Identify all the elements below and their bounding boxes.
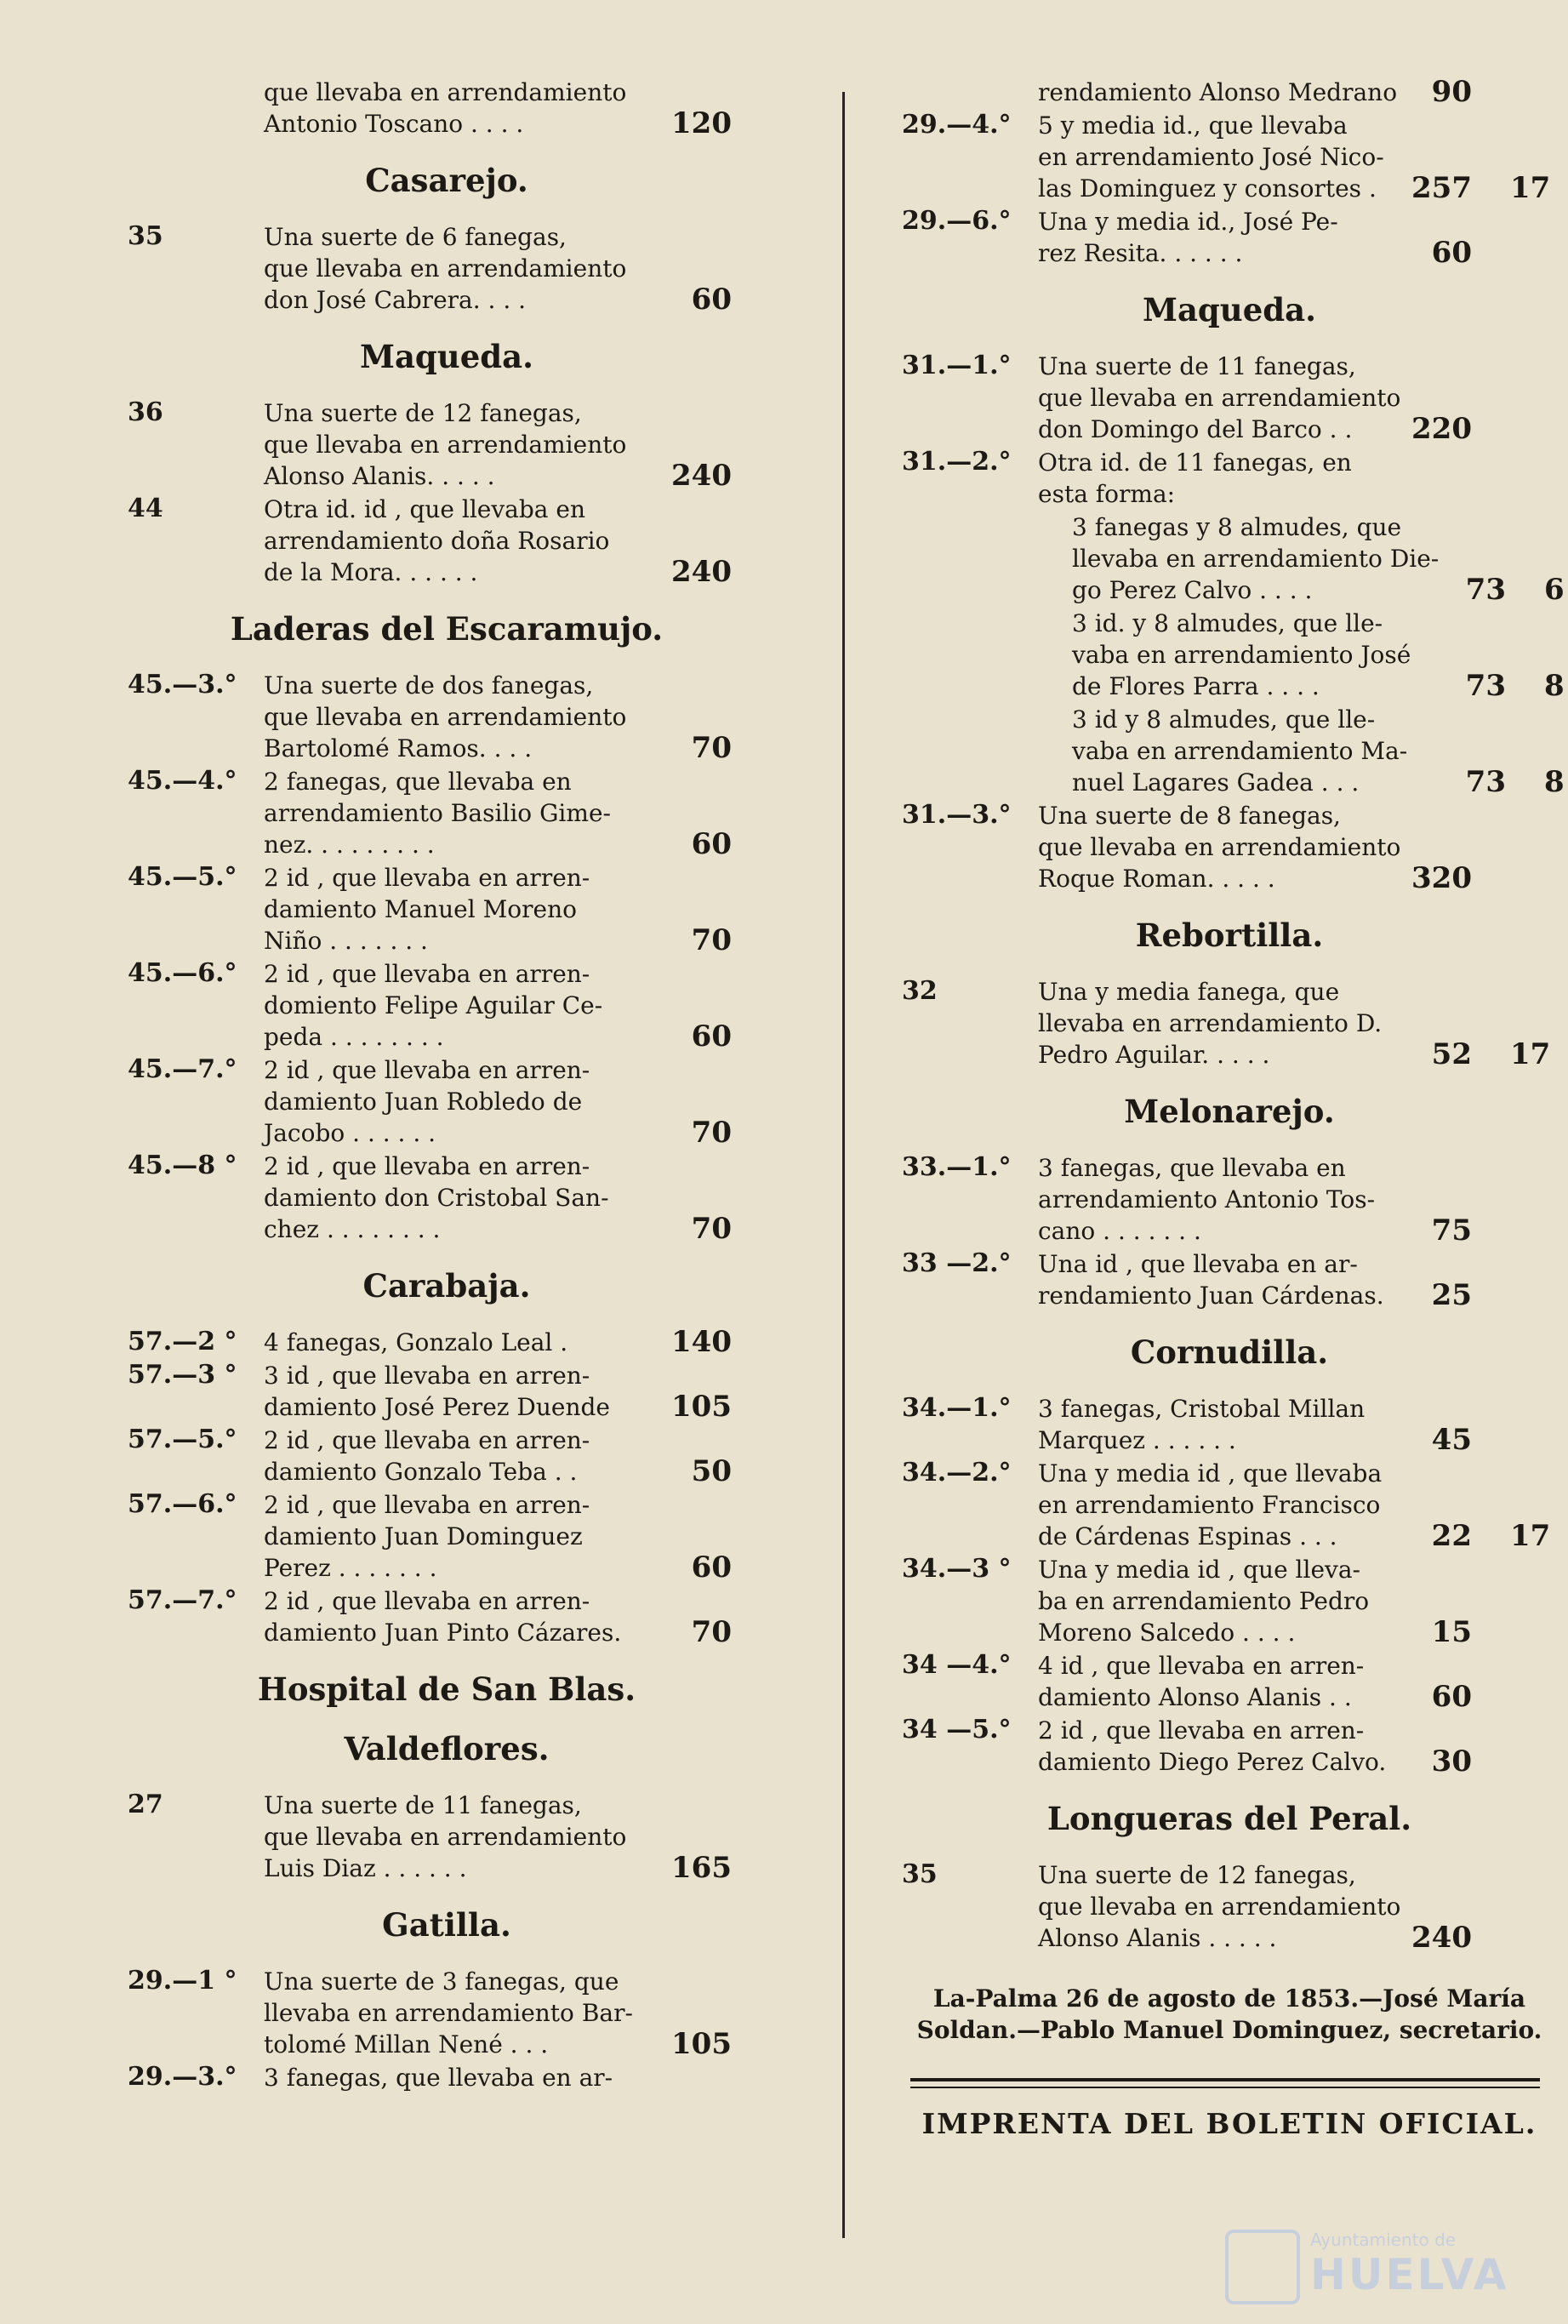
description-line: de la Mora. . . . . .	[264, 558, 478, 586]
description-line: Alonso Alanis . . . . .	[1038, 1924, 1277, 1952]
lot-number: 45.—6.°	[128, 958, 237, 988]
description-line: damiento José Perez Duende	[264, 1393, 610, 1421]
lot-entry	[128, 494, 766, 588]
description-line: damiento Gonzalo Teba . .	[264, 1458, 578, 1486]
section-heading: Rebortilla.	[1135, 916, 1324, 954]
lot-entry	[128, 1151, 766, 1245]
description-line: 2 id , que llevaba en arren-	[264, 1491, 590, 1519]
description-line: 3 fanegas, que llevaba en ar-	[264, 2064, 613, 2092]
description-line: Roque Roman. . . . .	[1038, 865, 1275, 893]
description-line: rendamiento Alonso Medrano	[1038, 78, 1398, 106]
printer-imprint: IMPRENTA DEL BOLETIN OFICIAL.	[921, 2107, 1537, 2140]
footer-rule-thin	[910, 2087, 1540, 2088]
description-line: 2 id , que llevaba en arren-	[1038, 1716, 1365, 1744]
description-line: vaba en arrendamiento José	[1072, 641, 1411, 669]
lot-entry	[128, 958, 766, 1053]
lot-amount: 50	[691, 1454, 732, 1488]
description-line: Perez . . . . . . .	[264, 1554, 437, 1582]
description-line: Una y media id , que lleva-	[1038, 1556, 1360, 1584]
description-line: que llevaba en arrendamiento	[264, 78, 627, 106]
description-line: de Flores Parra . . . .	[1072, 672, 1320, 700]
description-line: 3 fanegas, Cristobal Millan	[1038, 1395, 1366, 1423]
description-line: damiento don Cristobal San-	[264, 1184, 609, 1212]
lot-amount-fraction: 17	[1510, 1519, 1551, 1553]
description-line: 5 y media id., que llevaba	[1038, 111, 1348, 140]
lot-amount: 73	[1465, 765, 1506, 799]
lot-number: 29.—1 °	[128, 1966, 237, 1996]
description-line: 2 id , que llevaba en arren-	[264, 1152, 590, 1180]
lot-entry	[902, 1650, 1557, 1713]
lot-amount: 60	[1431, 236, 1472, 270]
description-line: 2 id , que llevaba en arren-	[264, 864, 590, 892]
description-line: damiento Alonso Alanis . .	[1038, 1683, 1352, 1711]
lot-amount: 240	[1411, 1921, 1472, 1955]
description-line: que llevaba en arrendamiento	[1038, 1893, 1401, 1921]
description-line: esta forma:	[1038, 480, 1176, 508]
lot-number: 36	[128, 397, 163, 427]
description-line: damiento Juan Dominguez	[264, 1522, 583, 1550]
lot-amount-fraction: 17	[1510, 1037, 1551, 1071]
lot-number: 57.—3 °	[128, 1360, 237, 1390]
description-line: Una suerte de 12 fanegas,	[1038, 1861, 1356, 1889]
description-line: vaba en arrendamiento Ma-	[1072, 737, 1408, 765]
description-line: tolomé Millan Nené . . .	[264, 2030, 549, 2058]
lot-entry	[128, 1790, 766, 1884]
lot-amount: 70	[691, 731, 732, 765]
lot-description	[264, 2062, 749, 2093]
lot-number: 33 —2.°	[902, 1248, 1012, 1278]
lot-entry	[128, 77, 766, 140]
description-line: Una suerte de 3 fanegas, que	[264, 1967, 619, 1996]
description-line: 2 id , que llevaba en arren-	[264, 1426, 590, 1454]
description-line: go Perez Calvo . . . .	[1072, 576, 1313, 604]
description-line: Una y media fanega, que	[1038, 978, 1340, 1006]
lot-number: 29.—4.°	[902, 110, 1012, 140]
description-line: en arrendamiento Francisco	[1038, 1491, 1381, 1519]
description-line: Pedro Aguilar. . . . .	[1038, 1041, 1270, 1069]
lot-number: 34.—1.°	[902, 1393, 1012, 1423]
description-line: Moreno Salcedo . . . .	[1038, 1619, 1296, 1647]
sub-entry	[936, 511, 1565, 607]
description-line: que llevaba en arrendamiento	[1038, 384, 1401, 412]
lot-amount: 22	[1431, 1519, 1472, 1553]
lot-entry	[902, 206, 1557, 269]
description-line: 3 fanegas y 8 almudes, que	[1072, 513, 1402, 541]
description-line: Alonso Alanis. . . . .	[264, 462, 495, 490]
lot-amount: 45	[1431, 1423, 1472, 1457]
lot-entry	[902, 800, 1557, 894]
description-line: Antonio Toscano . . . .	[264, 110, 524, 138]
watermark-stamp	[1225, 2221, 1531, 2306]
lot-number: 45.—3.°	[128, 670, 237, 699]
coat-of-arms-icon	[1225, 2230, 1300, 2304]
description-line: don Domingo del Barco . .	[1038, 415, 1353, 443]
lot-entry	[128, 1054, 766, 1149]
lot-entry	[902, 1248, 1557, 1311]
lot-number: 45.—4.°	[128, 766, 237, 796]
lot-entry	[902, 1458, 1557, 1552]
description-line: que llevaba en arrendamiento	[264, 703, 627, 731]
lot-amount: 60	[691, 1550, 732, 1585]
lot-amount-fraction: 17	[1510, 171, 1551, 205]
description-line: arrendamiento Basilio Gime-	[264, 799, 611, 827]
sub-entry	[936, 608, 1565, 703]
lot-number: 31.—1.°	[902, 351, 1012, 380]
description-line: llevaba en arrendamiento Die-	[1072, 545, 1440, 573]
lot-amount: 60	[691, 283, 732, 317]
lot-amount: 73	[1465, 669, 1506, 703]
lot-number: 35	[902, 1859, 938, 1889]
description-line: Bartolomé Ramos. . . .	[264, 734, 533, 762]
lot-number: 44	[128, 494, 163, 523]
lot-entry	[128, 1425, 766, 1487]
lot-amount: 240	[671, 555, 732, 589]
lot-number: 45.—8 °	[128, 1151, 237, 1180]
lot-entry	[902, 351, 1557, 445]
lot-number: 34 —4.°	[902, 1650, 1012, 1680]
lot-amount: 60	[691, 1019, 732, 1054]
description-line: damiento Juan Robledo de	[264, 1088, 583, 1116]
lot-amount-fraction: 8	[1544, 765, 1565, 799]
section-heading: Melonarejo.	[1124, 1093, 1335, 1130]
description-line: ba en arrendamiento Pedro	[1038, 1587, 1370, 1615]
lot-number: 57.—5.°	[128, 1425, 237, 1454]
lot-entry	[128, 221, 766, 316]
description-line: damiento Diego Perez Calvo.	[1038, 1748, 1387, 1776]
description-line: que llevaba en arrendamiento	[264, 431, 627, 459]
description-line: chez . . . . . . . .	[264, 1215, 441, 1243]
lot-entry	[128, 862, 766, 956]
description-line: que llevaba en arrendamiento	[264, 1823, 627, 1851]
lot-number: 57.—7.°	[128, 1585, 237, 1615]
lot-amount: 90	[1431, 75, 1472, 109]
lot-entry	[128, 1966, 766, 2060]
description-line: rendamiento Juan Cárdenas.	[1038, 1282, 1384, 1310]
lot-amount: 220	[1411, 412, 1472, 446]
section-heading: Laderas del Escaramujo.	[230, 610, 664, 648]
lot-amount: 15	[1431, 1615, 1472, 1649]
description-line: arrendamiento Antonio Tos-	[1038, 1185, 1376, 1213]
description-line: Una y media id , que llevaba	[1038, 1459, 1383, 1487]
section-heading: Cornudilla.	[1130, 1333, 1329, 1371]
lot-entry	[128, 670, 766, 764]
watermark-line-2: HUELVA	[1310, 2250, 1509, 2299]
lot-entry	[128, 1489, 766, 1584]
description-line: 2 fanegas, que llevaba en	[264, 768, 572, 796]
section-heading: Carabaja.	[362, 1267, 531, 1305]
lot-number: 27	[128, 1790, 163, 1819]
description-line: 2 id , que llevaba en arren-	[264, 1056, 590, 1084]
sub-entry	[936, 704, 1565, 799]
lot-number: 31.—2.°	[902, 447, 1012, 477]
lot-number: 35	[128, 221, 163, 251]
description-line: las Dominguez y consortes .	[1038, 174, 1377, 203]
lot-amount: 30	[1431, 1744, 1472, 1779]
lot-number: 31.—3.°	[902, 800, 1012, 830]
lot-amount: 120	[671, 106, 732, 140]
lot-amount: 105	[671, 1390, 732, 1424]
lot-amount: 52	[1431, 1037, 1472, 1071]
signature-block	[902, 1983, 1557, 2046]
lot-entry	[128, 1585, 766, 1648]
description-line: cano . . . . . . .	[1038, 1217, 1201, 1245]
lot-number: 45.—5.°	[128, 862, 237, 892]
lot-number: 34 —5.°	[902, 1715, 1012, 1744]
description-line: Marquez . . . . . .	[1038, 1426, 1236, 1454]
description-line: Una suerte de 8 fanegas,	[1038, 802, 1341, 830]
lot-amount: 165	[671, 1851, 732, 1885]
lot-entry	[128, 1327, 766, 1358]
lot-entry	[902, 976, 1557, 1071]
lot-entry	[128, 1360, 766, 1423]
lot-entry	[128, 2062, 766, 2093]
lot-amount: 60	[1431, 1680, 1472, 1714]
description-line: damiento Manuel Moreno	[264, 895, 577, 923]
lot-number: 32	[902, 976, 938, 1006]
description-line: Niño . . . . . . .	[264, 927, 428, 955]
lot-amount: 70	[691, 1615, 732, 1649]
description-line: Una suerte de 6 fanegas,	[264, 223, 567, 251]
lot-entry	[902, 1152, 1557, 1247]
lot-entry	[902, 1715, 1557, 1778]
description-line: Una suerte de 11 fanegas,	[264, 1791, 582, 1819]
description-line: 4 id , que llevaba en arren-	[1038, 1652, 1365, 1680]
section-heading: Hospital de San Blas.	[257, 1670, 636, 1708]
section-heading: Maqueda.	[360, 338, 533, 375]
section-heading: Valdeflores.	[344, 1730, 550, 1767]
right-column	[902, 75, 1565, 2140]
description-line: llevaba en arrendamiento D.	[1038, 1009, 1383, 1037]
lot-amount: 25	[1431, 1278, 1472, 1312]
description-line: damiento Juan Pinto Cázares.	[264, 1619, 622, 1647]
description-line: que llevaba en arrendamiento	[1038, 833, 1401, 861]
signature-line-1: La-Palma 26 de agosto de 1853.—José María	[932, 1984, 1526, 2013]
lot-entry	[902, 1859, 1557, 1954]
description-line: Jacobo . . . . . .	[264, 1119, 436, 1147]
lot-number: 57.—2 °	[128, 1327, 237, 1356]
lot-entry	[128, 397, 766, 492]
lot-entry	[902, 110, 1557, 204]
lot-amount: 70	[691, 923, 732, 957]
description-line: 3 fanegas, que llevaba en	[1038, 1154, 1346, 1182]
lot-amount: 140	[671, 1325, 732, 1359]
description-line: Una id , que llevaba en ar-	[1038, 1250, 1358, 1278]
lot-number: 34.—2.°	[902, 1458, 1012, 1487]
description-line: peda . . . . . . . .	[264, 1023, 444, 1051]
lot-number: 45.—7.°	[128, 1054, 237, 1084]
description-line: Una suerte de dos fanegas,	[264, 671, 594, 699]
description-line: de Cárdenas Espinas . . .	[1038, 1522, 1337, 1550]
description-line: arrendamiento doña Rosario	[264, 527, 610, 555]
description-line: 3 id y 8 almudes, que lle-	[1072, 705, 1376, 734]
lot-amount: 70	[691, 1212, 732, 1246]
lot-entry	[902, 1554, 1557, 1648]
lot-amount: 105	[671, 2027, 732, 2061]
lot-amount: 75	[1431, 1213, 1472, 1248]
signature-line-2: Soldan.—Pablo Manuel Dominguez, secretario.	[916, 2016, 1542, 2044]
lot-amount: 257	[1411, 171, 1472, 205]
lot-number: 29.—6.°	[902, 206, 1012, 236]
section-heading: Casarejo.	[365, 162, 528, 199]
lot-amount: 240	[671, 459, 732, 493]
description-line: que llevaba en arrendamiento	[264, 254, 627, 283]
description-line: en arrendamiento José Nico-	[1038, 143, 1384, 171]
lot-amount: 73	[1465, 573, 1506, 607]
column-divider	[842, 92, 845, 2238]
description-line: Una suerte de 12 fanegas,	[264, 399, 582, 427]
description-line: 4 fanegas, Gonzalo Leal .	[264, 1328, 568, 1356]
lot-amount: 70	[691, 1116, 732, 1150]
description-line: Una suerte de 11 fanegas,	[1038, 352, 1356, 380]
lot-number: 57.—6.°	[128, 1489, 237, 1519]
description-line: Una y media id., José Pe-	[1038, 208, 1338, 236]
description-line: domiento Felipe Aguilar Ce-	[264, 991, 603, 1019]
description-line: llevaba en arrendamiento Bar-	[264, 1999, 633, 2027]
description-line: nuel Lagares Gadea . . .	[1072, 768, 1360, 797]
description-line: 3 id. y 8 almudes, que lle-	[1072, 609, 1383, 637]
lot-amount-fraction: 8	[1544, 669, 1565, 703]
lot-entry	[902, 447, 1557, 510]
left-column	[128, 77, 766, 2095]
description-line: Otra id. de 11 fanegas, en	[1038, 448, 1352, 477]
lot-number: 34.—3 °	[902, 1554, 1012, 1584]
section-heading: Gatilla.	[382, 1906, 511, 1944]
lot-amount: 320	[1411, 861, 1472, 895]
right-column-items	[902, 75, 1565, 1955]
lot-number: 29.—3.°	[128, 2062, 237, 2092]
description-line: nez. . . . . . . . .	[264, 831, 435, 859]
lot-amount: 60	[691, 827, 732, 861]
description-line: Luis Diaz . . . . . .	[264, 1854, 467, 1882]
lot-entry	[128, 766, 766, 860]
lot-description	[1038, 447, 1446, 510]
description-line: 2 id , que llevaba en arren-	[264, 1587, 590, 1615]
lot-entry	[902, 77, 1557, 108]
description-line: don José Cabrera. . . .	[264, 286, 527, 314]
watermark-line-1: Ayuntamiento de	[1310, 2230, 1457, 2250]
description-line: 3 id , que llevaba en arren-	[264, 1362, 590, 1390]
description-line: Otra id. id , que llevaba en	[264, 495, 585, 523]
section-heading: Maqueda.	[1143, 291, 1316, 328]
lot-number: 33.—1.°	[902, 1152, 1012, 1182]
lot-entry	[902, 1393, 1557, 1456]
lot-amount-fraction: 6	[1544, 573, 1565, 607]
description-line: 2 id , que llevaba en arren-	[264, 960, 590, 988]
section-heading: Longueras del Peral.	[1046, 1800, 1412, 1837]
description-line: rez Resita. . . . . .	[1038, 239, 1243, 267]
footer-rule	[910, 2078, 1540, 2081]
